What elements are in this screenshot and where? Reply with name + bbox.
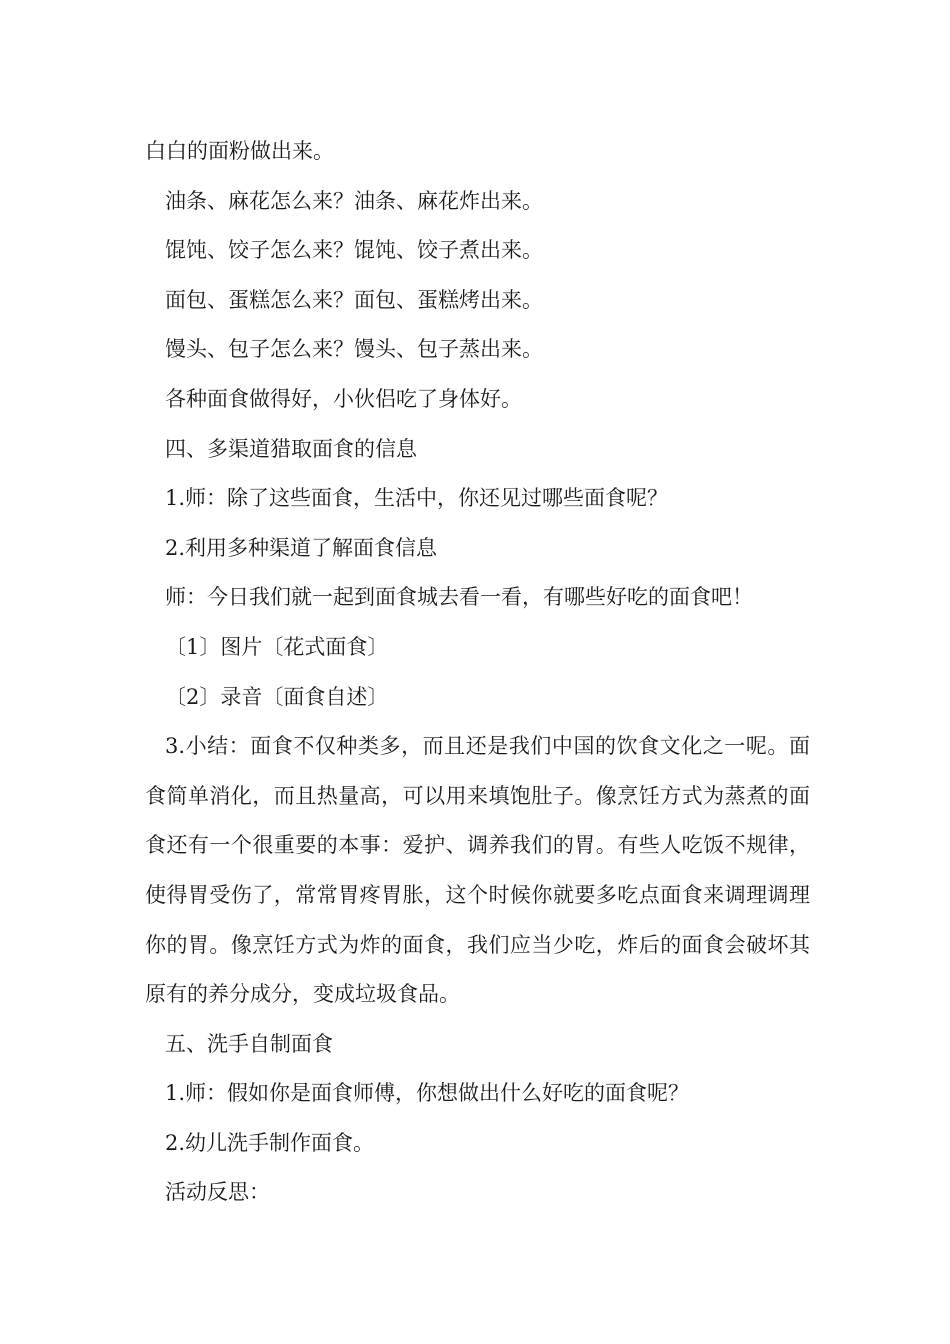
text-line: 白白的面粉做出来。 bbox=[145, 139, 334, 163]
text-line: 1.师：除了这些面食，生活中，你还见过哪些面食呢？ bbox=[165, 486, 669, 511]
text-line: 〔2〕录音〔面食自述〕 bbox=[165, 684, 389, 709]
text-line: 面包、蛋糕怎么来？面包、蛋糕烤出来。 bbox=[165, 287, 543, 312]
text-line: 1.师：假如你是面食师傅，你想做出什么好吃的面食呢？ bbox=[165, 1081, 690, 1106]
text-line: 油条、麻花怎么来？油条、麻花炸出来。 bbox=[165, 188, 543, 213]
text-line: 馄饨、饺子怎么来？馄饨、饺子煮出来。 bbox=[165, 238, 543, 263]
text-line: 馒头、包子怎么来？馒头、包子蒸出来。 bbox=[165, 337, 543, 362]
section-heading: 五、洗手自制面食 bbox=[165, 1031, 333, 1056]
section-heading: 四、多渠道猎取面食的信息 bbox=[165, 436, 417, 461]
document-body bbox=[145, 127, 810, 1218]
text-line: 〔1〕图片〔花式面食〕 bbox=[165, 634, 389, 659]
text-line: 2.利用多种渠道了解面食信息 bbox=[165, 535, 438, 560]
text-line: 师：今日我们就一起到面食城去看一看，有哪些好吃的面食吧！ bbox=[165, 585, 753, 610]
text-line: 活动反思： bbox=[165, 1180, 270, 1205]
text-line: 各种面食做得好，小伙侣吃了身体好。 bbox=[165, 386, 522, 411]
text-line: 2.幼儿洗手制作面食。 bbox=[165, 1130, 375, 1155]
summary-paragraph: 3.小结：面食不仅种类多，而且还是我们中国的饮食文化之一呢。面食简单消化，而且热量高，可以用来填饱肚子。像烹饪方式为蒸煮的面食还有一个很重要的本事：爱护、调养我们的胃。有些人吃饭不规律，使得胃受伤了，常常胃疼胃胀，这个时候你就要多吃点面食来调理调理你的胃。像烹饪方式为炸的面食，我们应当少吃，炸后的面食会破坏其原有的养分成分，变成垃圾食品。 bbox=[145, 734, 810, 1007]
